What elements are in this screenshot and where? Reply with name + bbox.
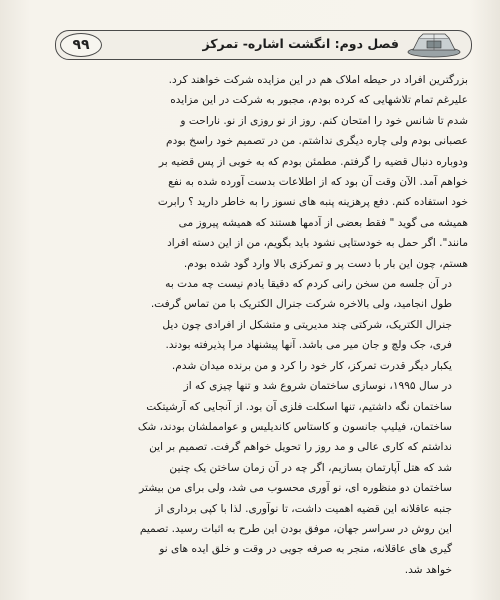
text-line: علیرغم تمام تلاشهایی که کرده بودم، مجبور به شرکت در این مزایده <box>170 94 468 107</box>
text-line: جنرال الکتریک، شرکتی چند مدیریتی و متشکل از افرادی چون دیل <box>162 318 452 331</box>
paragraph <box>52 70 468 274</box>
text-line: در آن جلسه من سخن رانی کردم که دقیقا یادم نیست چه مدت به <box>165 278 452 291</box>
paragraph <box>52 376 468 580</box>
text-line: همیشه می گوید " فقط بعضی از آدمها هستند که همیشه پیروز می <box>178 216 468 229</box>
chapter-title: فصل دوم: انگشت اشاره- تمرکز <box>202 36 399 51</box>
text-line: فری، جک ولچ و جان میر می باشد. آنها پیشنهاد مرا پذیرفته بودند. <box>165 339 452 352</box>
text-line: مانند". اگر حمل به خودستایی نشود باید بگویم، من از این دسته افراد <box>167 237 468 250</box>
text-line: شد که هتل آپارتمان بسازیم، اگر چه در آن زمان ساختن یک چنین <box>169 461 452 474</box>
text-line: جنبه عاقلانه این قضیه اهمیت داشت، تا نوآوری. لذا با کپی برداری از <box>155 502 452 515</box>
text-line: یکبار دیگر قدرت تمرکز، کار خود را کرد و من برنده میدان شدم. <box>171 359 452 372</box>
text-line: عصبانی بودم ولی چاره دیگری نداشتم. من در تصمیم خود راسخ بودم <box>166 135 468 148</box>
text-line: هستم، چون این بار با دست پر و تمرکزی بالا وارد گود شده بودم. <box>183 257 468 270</box>
paragraph <box>52 274 468 376</box>
text-line: ساختمان دو منظوره ای، نو آوری محسوب می شد، ولی برای من بیشتر <box>139 482 452 495</box>
text-line: خواهم آمد. الآن وقت آن بود که از اطلاعات بدست آورده شده به نفع <box>168 176 468 189</box>
text-line: خود استفاده کنم. دفع پرهزینه پنبه های نسوز را به خاطر دارید ؟ رابرت <box>157 196 468 209</box>
text-line: در سال ۱۹۹۵، نوسازی ساختمان شروع شد و تنها چیزی که از <box>183 380 452 393</box>
text-line: ساختمان، فیلیپ جانسون و کاستاس کاندیلیس و عوامملشان بودند، شک <box>137 420 452 433</box>
text-line: نداشتم که کاری عالی و مد روز را تحویل خواهم گرفت. تصمیم بر این <box>149 441 452 454</box>
text-line: شدم تا شانس خود را امتحان کنم. روز از نو روزی از نو. ناراحت و <box>180 114 468 127</box>
page-header <box>55 30 472 60</box>
text-line: طول انجامید، ولی بالاخره شرکت جنرال الکتریک با من تماس گرفت. <box>150 298 452 311</box>
text-line: گیری های عاقلانه، منجر به صرفه جویی در وقت و خلق ایده های نو <box>159 543 452 556</box>
page-number: ۹۹ <box>60 33 102 57</box>
text-line: ساختمان نگه داشتیم، تنها اسکلت فلزی آن بود. از آنجایی که آرشیتکت <box>146 400 452 413</box>
text-line: خواهد شد. <box>404 563 452 576</box>
body-text <box>52 70 468 580</box>
text-line: بزرگترین افراد در حیطه املاک هم در این مزایده شرکت خواهند کرد. <box>168 74 468 86</box>
text-line: این روش در سراسر جهان، موفق بودن این طرح به اثبات رسید. تصمیم <box>139 522 452 535</box>
book-logo-icon <box>405 32 463 58</box>
text-line: ودوباره دنبال قضیه را گرفتم. مطمئن بودم که به خوبی از پس قضیه بر <box>158 155 468 168</box>
